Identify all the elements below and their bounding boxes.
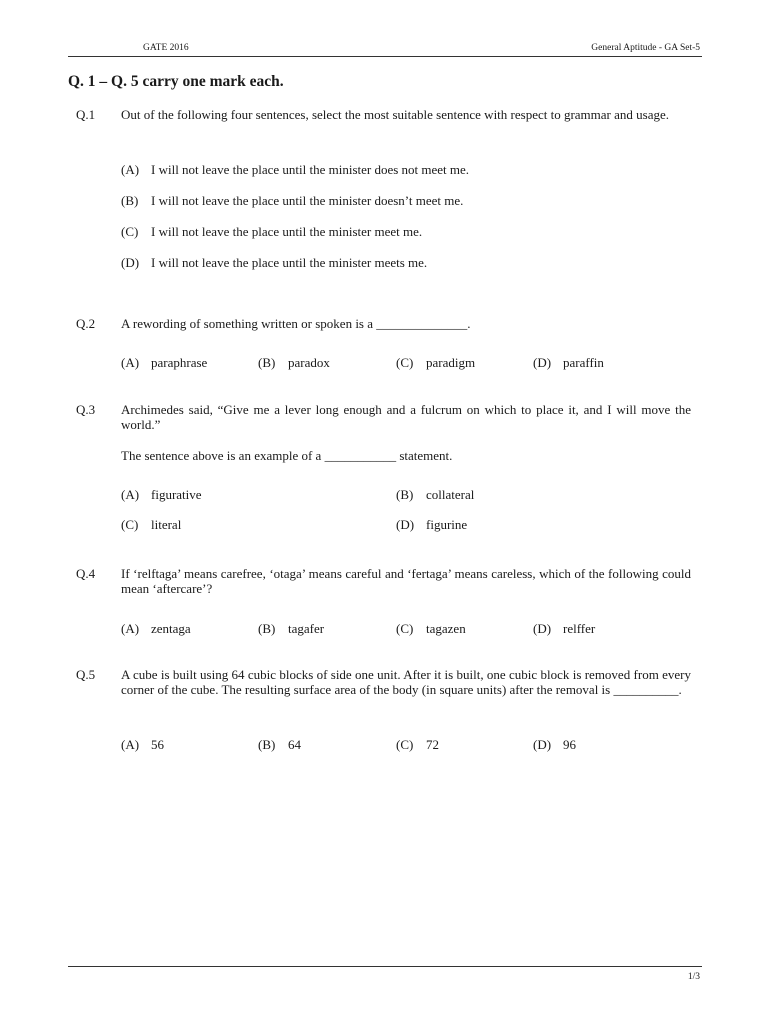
option-text: I will not leave the place until the minister doesn’t meet me. <box>151 193 464 208</box>
option-text: 72 <box>426 737 439 752</box>
option-label: (C) <box>396 355 414 370</box>
option-text: zentaga <box>151 621 191 636</box>
question-text: Out of the following four sentences, select the most suitable sentence with respect to grammar and usage. <box>121 107 669 122</box>
option-text: 64 <box>288 737 301 752</box>
header-exam-name: GATE 2016 <box>143 43 189 53</box>
option-text: paraphrase <box>151 355 208 370</box>
question-followup-text: The sentence above is an example of a ___________ statement. <box>121 448 453 463</box>
option <box>258 621 324 637</box>
footer-divider <box>68 966 702 967</box>
option <box>396 621 466 637</box>
option <box>396 355 475 371</box>
question-number: Q.3 <box>76 402 96 417</box>
option-label: (A) <box>121 737 140 752</box>
option <box>396 737 439 753</box>
question-number: Q.2 <box>76 316 96 331</box>
option-label: (A) <box>121 355 140 370</box>
header-divider <box>68 56 702 57</box>
option-text: literal <box>151 517 182 532</box>
option <box>121 355 207 371</box>
header-paper-name: General Aptitude - GA Set-5 <box>591 43 700 53</box>
option-label: (A) <box>121 487 140 502</box>
option <box>121 737 164 753</box>
question-number: Q.1 <box>76 107 96 122</box>
question-text: A cube is built using 64 cubic blocks of side one unit. After it is built, one cubic block is removed from every corner of the cube. The resulting surface area of the body (in square units) after the removal is __________. <box>121 667 691 697</box>
option-label: (B) <box>258 737 276 752</box>
option <box>121 487 202 503</box>
option <box>258 737 301 753</box>
option-label: (B) <box>396 487 414 502</box>
option-text: paradigm <box>426 355 476 370</box>
option <box>121 621 191 637</box>
question-number: Q.5 <box>76 667 96 682</box>
option-label: (C) <box>396 621 414 636</box>
question-text: If ‘relftaga’ means carefree, ‘otaga’ means careful and ‘fertaga’ means careless, which of the following could mean ‘aftercare’? <box>121 566 691 596</box>
option-text: collateral <box>426 487 475 502</box>
option-text: I will not leave the place until the minister meets me. <box>151 255 428 270</box>
option <box>258 355 330 371</box>
option <box>121 193 463 209</box>
option-label: (D) <box>121 255 140 270</box>
option <box>121 224 422 240</box>
option-label: (C) <box>396 737 414 752</box>
question-text: Archimedes said, “Give me a lever long enough and a fulcrum on which to place it, and I will move the world.” <box>121 402 691 432</box>
option-text: relffer <box>563 621 596 636</box>
option-text: I will not leave the place until the minister does not meet me. <box>151 162 470 177</box>
option <box>396 487 474 503</box>
option-text: tagazen <box>426 621 466 636</box>
option <box>121 162 469 178</box>
option-label: (B) <box>258 355 276 370</box>
option-label: (D) <box>396 517 415 532</box>
option-label: (A) <box>121 621 140 636</box>
option-text: paraffin <box>563 355 604 370</box>
option-label: (A) <box>121 162 140 177</box>
option-text: I will not leave the place until the minister meet me. <box>151 224 423 239</box>
question-number: Q.4 <box>76 566 96 581</box>
option-text: 56 <box>151 737 164 752</box>
option-label: (B) <box>121 193 139 208</box>
option <box>533 355 604 371</box>
option-text: paradox <box>288 355 330 370</box>
option-text: tagafer <box>288 621 325 636</box>
option <box>121 517 181 533</box>
page-number: 1/3 <box>687 972 700 982</box>
option <box>533 621 595 637</box>
option <box>396 517 467 533</box>
option-label: (B) <box>258 621 276 636</box>
section-title: Q. 1 – Q. 5 carry one mark each. <box>68 73 284 90</box>
question-text: A rewording of something written or spoken is a ______________. <box>121 316 471 331</box>
option <box>121 255 427 271</box>
option-text: figurative <box>151 487 202 502</box>
option-label: (D) <box>533 355 552 370</box>
option-text: 96 <box>563 737 576 752</box>
option-label: (D) <box>533 737 552 752</box>
option-text: figurine <box>426 517 468 532</box>
option-label: (C) <box>121 517 139 532</box>
option-label: (C) <box>121 224 139 239</box>
option-label: (D) <box>533 621 552 636</box>
option <box>533 737 576 753</box>
